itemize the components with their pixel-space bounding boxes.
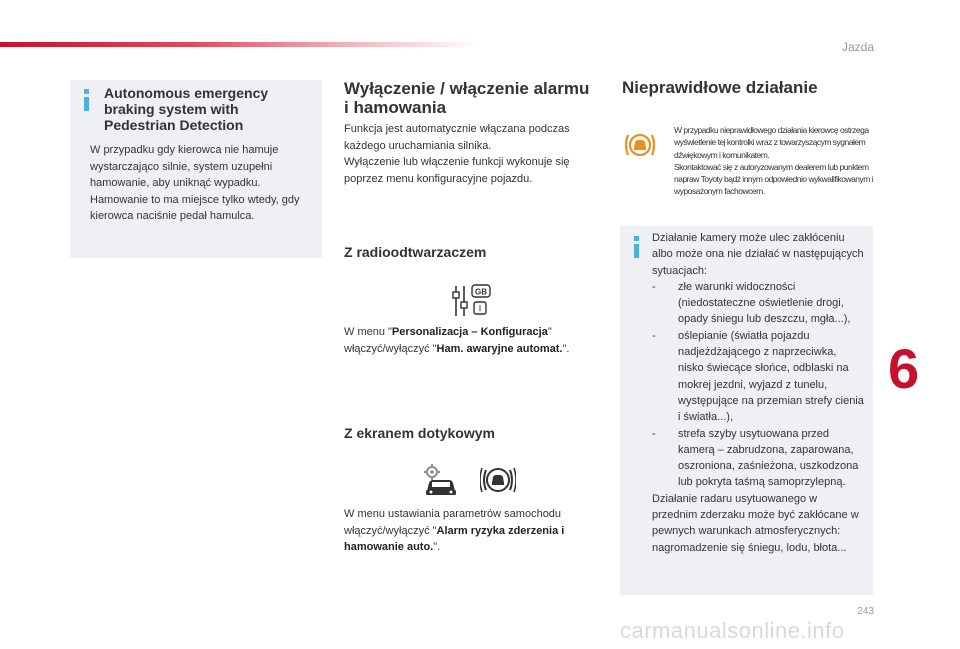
section-label: Jazda xyxy=(841,40,874,54)
info-box-aeb xyxy=(70,80,322,258)
malfunction-line-2: Skontaktować się z autoryzowanym dealerem lub punktem napraw Toyoty bądź innym odpowiednio wykwalifikowanym i wyposażonym fachowcem. xyxy=(674,161,874,197)
info-box-title: Autonomous emergency braking system with Pedestrian Detection xyxy=(104,85,269,133)
malfunction-line-1: W przypadku nieprawidłowego działania kierowcę ostrzega wyświetlenie tej kontrolki wraz z towarzyszącym sygnałem dźwiękowym i komunikatem. xyxy=(674,125,869,160)
radio-icon-sub: I xyxy=(478,303,482,314)
intro-line-1: Funkcja jest automatycznie włączana podczas każdego uruchamiania silnika. xyxy=(344,123,570,152)
radio-heading: Z radioodtwarzaczem xyxy=(344,244,487,260)
touchscreen-heading: Z ekranem dotykowym xyxy=(344,425,495,441)
radio-settings-icon xyxy=(452,284,492,318)
touchscreen-instructions: W menu ustawiania parametrów samochodu włączyć/wyłączyć "Alarm ryzyka zderzenia i hamowanie auto.". xyxy=(344,508,565,553)
info-icon xyxy=(82,89,90,111)
chapter-number: 6 xyxy=(888,337,920,400)
limitations-outro: Działanie radaru usytuowanego w przednim zderzaku może być zakłócane w pewnych warunkach atmosferycznych: nagromadzenie się śniegu, lodu, błota... xyxy=(652,492,859,554)
malfunction-heading: Nieprawidłowe działanie xyxy=(622,78,818,97)
list-item: - złe warunki widoczności (niedostateczne oświetlenie drogi, opady śniegu lub deszczu, mgła...), xyxy=(652,280,851,326)
list-item: - oślepianie (światła pojazdu nadjeżdżającego z naprzeciwka, nisko świecące słońce, odblaski na mokrej jezdni, wyjazd z tunelu, występujące na przemian strefy cienia i światła...), xyxy=(652,329,864,424)
info-box-limitations xyxy=(620,226,873,595)
deactivation-heading: Wyłączenie / włączenie alarmu i hamowania xyxy=(344,79,590,117)
touch-option-name: Alarm ryzyka zderzenia i hamowanie auto. xyxy=(344,524,565,553)
collision-alert-icon xyxy=(480,464,516,496)
vehicle-settings-icon xyxy=(422,463,460,497)
radio-instructions: W menu "Personalizacja – Konfiguracja" włączyć/wyłączyć "Ham. awaryjne automat.". xyxy=(344,326,570,355)
deactivation-intro xyxy=(344,121,604,187)
radio-option-name: Ham. awaryjne automat. xyxy=(436,342,563,355)
info-box-text: W przypadku gdy kierowca nie hamuje wystarczająco silnie, system uzupełni hamowanie, aby uniknąć wypadku. Hamowanie to ma miejsce tylko wtedy, gdy kierowca naciśnie pedał hamulca. xyxy=(90,144,300,222)
top-accent-bar xyxy=(0,42,480,47)
malfunction-text xyxy=(674,124,882,198)
radio-icon-flag: GB xyxy=(475,287,487,297)
info-icon xyxy=(632,236,640,258)
limitations-text xyxy=(652,230,864,556)
intro-line-2: Wyłączenie lub włączenie funkcji wykonuje się poprzez menu konfiguracyjne pojazdu. xyxy=(344,156,570,185)
limitations-intro: Działanie kamery może ulec zakłóceniu albo może ona nie działać w następujących sytuacjach: xyxy=(652,232,864,277)
page-number: 243 xyxy=(857,606,874,617)
list-item: - strefa szyby usytuowana przed kamerą – zabrudzona, zaparowana, oszroniona, zaśnieżona, uszkodzona lub pokryta taśmą samoprzylepną. xyxy=(652,427,859,489)
radio-menu-name: Personalizacja – Konfiguracja xyxy=(391,326,548,338)
watermark: carmanualsonline.info xyxy=(620,618,845,643)
aeb-warning-icon xyxy=(623,130,657,160)
